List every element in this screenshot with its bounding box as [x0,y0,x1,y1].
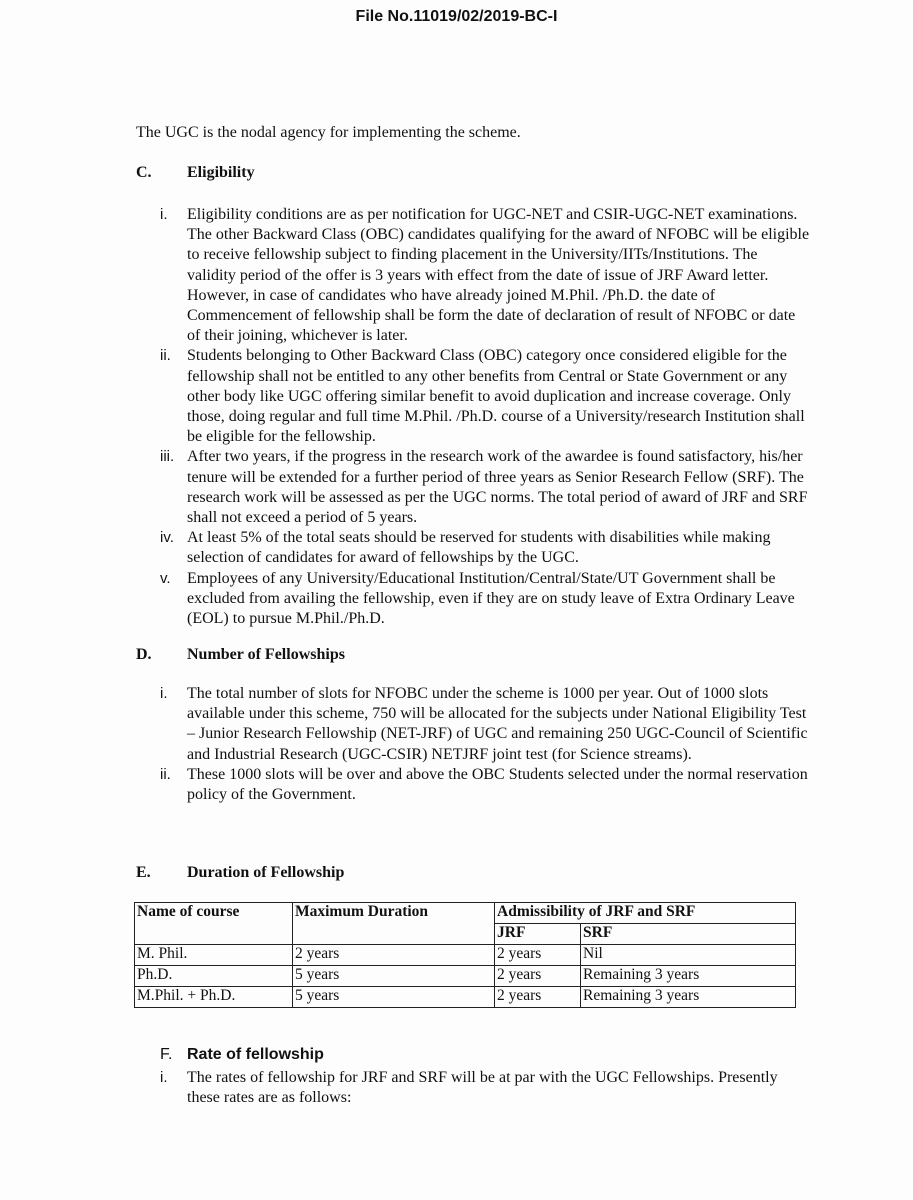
table-cell: M. Phil. [135,945,293,966]
section-letter: D. [136,646,152,663]
item-number: iv. [160,529,174,547]
section-title: Duration of Fellowship [187,864,345,881]
header-cell: Maximum Duration [293,903,495,945]
item-number: i. [160,206,168,223]
item-text: Eligibility conditions are as per notification for UGC-NET and CSIR-UGC-NET examinations. The other Backward Class (OBC) candidates qualifying for the award of NFOBC will be eligible to receive fellowship subject to finding placement in the University/IITs/Institutions. The validity period of the offer is 3 years with effect from the date of issue of JRF Award letter. However, in case of candidates who have already joined M.Phil. /Ph.D. the date of Commencement of fellowship shall be form the date of declaration of result of NFOBC or date of their joining, whichever is later. [187,206,810,345]
item-number: i. [160,685,168,702]
item-text: After two years, if the progress in the research work of the awardee is found satisfactory, his/her tenure will be extended for a further period of three years as Senior Research Fellow (SRF). The research work will be assessed as per the UGC norms. The total period of award of JRF and SRF shall not exceed a period of 5 years. [187,448,808,527]
item-text: The rates of fellowship for JRF and SRF will be at par with the UGC Fellowships. Presently these rates are as follows: [187,1069,778,1107]
item-number: iii. [160,448,175,466]
section-d-heading [136,646,345,664]
rate-list [160,1068,810,1108]
fellowships-list [160,684,810,805]
table-cell: 2 years [495,966,581,987]
list-item [160,1068,810,1108]
intro-paragraph: The UGC is the nodal agency for implementing the scheme. [136,124,521,141]
item-text: At least 5% of the total seats should be reserved for students with disabilities while making selection of candidates for award of fellowships by the UGC. [187,529,771,567]
table-row [135,987,796,1008]
duration-table [134,902,796,1008]
item-number: ii. [160,347,171,365]
header-cell: SRF [581,924,796,945]
item-text: Employees of any University/Educational Institution/Central/State/UT Government shall be excluded from availing the fellowship, even if they are on study leave of Extra Ordinary Leave (EOL) to pursue M.Phil./Ph.D. [187,569,795,628]
section-title: Number of Fellowships [187,646,345,663]
list-item [160,528,810,568]
header-cell: Admissibility of JRF and SRF [495,903,796,924]
table-cell: 5 years [293,987,495,1008]
item-number: v. [160,569,171,587]
table-cell: 2 years [495,945,581,966]
section-letter: F. [160,1046,173,1063]
section-letter: E. [136,864,151,881]
table-row [135,966,796,987]
table-cell: Remaining 3 years [581,987,796,1008]
list-item [160,447,810,528]
table-cell: M.Phil. + Ph.D. [135,987,293,1008]
list-item [160,205,810,346]
list-item [160,569,810,630]
section-e-heading [136,864,344,882]
table-header-row [135,903,796,924]
section-title: Eligibility [187,164,255,181]
list-item [160,684,810,765]
item-text: The total number of slots for NFOBC under the scheme is 1000 per year. Out of 1000 slots available under this scheme, 750 will be allocated for the subjects under National Eligibility Test – Junior Research Fellowship (NET-JRF) of UGC and remaining 250 UGC-Council of Scientific and Industrial Research (UGC-CSIR) NETJRF joint test (for Science streams). [187,685,808,763]
table-cell: Ph.D. [135,966,293,987]
table-cell: Nil [581,945,796,966]
header-cell: JRF [495,924,581,945]
list-item [160,765,810,805]
table-cell: 2 years [495,987,581,1008]
file-number-header: File No.11019/02/2019-BC-I [355,8,558,25]
item-text: These 1000 slots will be over and above the OBC Students selected under the normal reservation policy of the Government. [187,765,808,804]
eligibility-list [160,205,810,629]
item-number: ii. [160,765,171,783]
table-cell: Remaining 3 years [581,966,796,987]
list-item [160,346,810,447]
section-f-heading [160,1046,324,1064]
section-title: Rate of fellowship [187,1046,324,1063]
table-cell: 2 years [293,945,495,966]
section-c-heading [136,164,255,182]
item-text: Students belonging to Other Backward Class (OBC) category once considered eligible for the fellowship shall not be entitled to any other benefits from Central or State Government or any other body like UGC offering similar benefit to avoid duplication and increase coverage. Only those, doing regular and full time M.Phil. /Ph.D. course of a University/research Institution shall be eligible for the fellowship. [187,347,805,446]
table-cell: 5 years [293,966,495,987]
header-cell: Name of course [135,903,293,945]
table-row [135,945,796,966]
item-number: i. [160,1069,168,1086]
section-letter: C. [136,164,152,181]
